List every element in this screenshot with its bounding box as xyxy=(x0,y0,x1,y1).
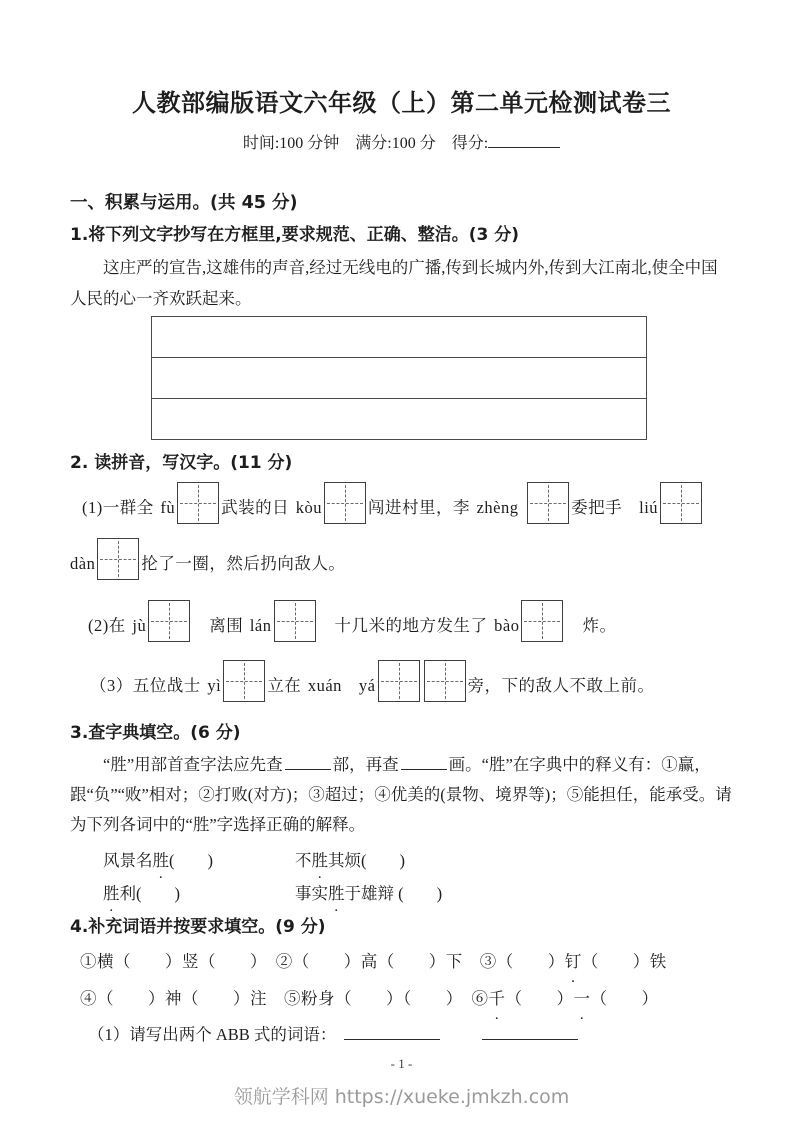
tianzige-box[interactable] xyxy=(148,600,190,642)
q3-item-row xyxy=(70,849,733,873)
q4-row-2 xyxy=(70,984,733,1014)
q3-item xyxy=(295,851,405,870)
q4-heading: 4.补充词语并按要求填空。(9 分) xyxy=(70,917,326,937)
tianzige-box[interactable] xyxy=(177,482,219,524)
q3-item-text: 事实 xyxy=(295,884,328,903)
q2-text-segment: 立在 xuán yá xyxy=(267,676,376,695)
copy-row[interactable] xyxy=(152,357,646,398)
q4-sub1-label: （1）请写出两个 ABB 式的词语： xyxy=(88,1025,337,1044)
abb-blank-1[interactable] xyxy=(344,1025,440,1040)
section-heading: 一、积累与运用。(共 45 分) xyxy=(70,193,298,213)
q2-text-segment: (2)在 jù xyxy=(88,616,147,635)
tianzige-box[interactable] xyxy=(378,660,420,702)
q3-item xyxy=(103,849,295,873)
tianzige-box[interactable] xyxy=(97,538,139,580)
q2-line-3 xyxy=(70,600,733,642)
meta-line xyxy=(70,132,733,156)
abb-blank-2[interactable] xyxy=(482,1025,578,1040)
q2-text-segment: 旁，下的敌人不敢上前。 xyxy=(467,676,655,695)
q4-text-segment: ①横（ ）竖（ ） ②（ ）高（ ）下 ③（ ） xyxy=(80,952,565,971)
q3-intro-text: “胜”用部首查字法应先查 xyxy=(103,755,283,774)
page-title: 人教部编版语文六年级（上）第二单元检测试卷三 xyxy=(132,89,671,117)
q2-text-segment: 离围 lán xyxy=(192,616,272,635)
q3-item-emph-char: 胜 xyxy=(103,884,120,903)
watermark: 领航学科网 https://xueke.jmkzh.com xyxy=(233,1086,570,1108)
q2-text-segment: （3）五位战士 yì xyxy=(90,676,222,695)
q3-item-text: 风景名 xyxy=(103,851,153,870)
q1-passage: 这庄严的宣告,这雄伟的声音,经过无线电的广播,传到长城内外,传到大江南北,使全中国人民的心一齐欢跃起来。 xyxy=(70,258,718,308)
q2-heading: 2. 读拼音，写汉字。(11 分) xyxy=(70,453,293,473)
q2-text-segment: dàn xyxy=(70,554,96,573)
q3-item xyxy=(295,884,442,903)
q3-item-text: 其烦( ) xyxy=(328,851,405,870)
q4-sub1 xyxy=(70,1022,733,1048)
blank-underline[interactable] xyxy=(401,755,447,770)
q3-item-emph-char: 胜 xyxy=(152,851,169,870)
q2-text-segment: 抡了一圈，然后扔向敌人。 xyxy=(141,554,346,573)
q4-row-1 xyxy=(70,947,733,977)
q3-item-text: 于雄辩 ( ) xyxy=(344,884,443,903)
score-blank[interactable] xyxy=(488,133,560,148)
tianzige-box[interactable] xyxy=(660,482,702,524)
q3-item-emph-char: 胜 xyxy=(311,851,328,870)
q2-text-segment: 十几米的地方发生了 bào xyxy=(317,616,520,635)
q2-text-segment: 炸。 xyxy=(565,616,617,635)
q3-heading: 3.查字典填空。(6 分) xyxy=(70,723,241,743)
q4-text-segment: ④（ ）神（ ）注 ⑤粉身（ ）（ ） ⑥ xyxy=(80,989,489,1008)
q2-line-4 xyxy=(70,660,733,702)
q2-line-1 xyxy=(70,482,733,524)
q4-text-segment: （ ）铁 xyxy=(581,952,667,971)
q3-intro xyxy=(70,750,733,840)
meta-text: 时间:100 分钟 满分:100 分 得分: xyxy=(242,135,489,152)
copy-row[interactable] xyxy=(152,317,646,357)
q3-item-row xyxy=(70,882,733,906)
q3-item-text: 利( ) xyxy=(119,884,180,903)
blank-underline[interactable] xyxy=(285,755,331,770)
copy-writing-box[interactable] xyxy=(151,316,647,440)
copy-row[interactable] xyxy=(152,398,646,439)
q3-item-text: 不 xyxy=(295,851,312,870)
q4-emph-char: 千 xyxy=(488,989,506,1008)
q4-text-segment: （ ） xyxy=(590,989,659,1008)
q3-intro-text: 画。“胜”在字典中的释义有：①赢，跟“负”“败”相对；②打败(对方)；③超过；④优美的(景物、境界等)；⑤能担任，能承受。请为下列各词中的“胜”字选择正确的解释。 xyxy=(70,755,732,834)
q3-item xyxy=(103,882,295,906)
q3-item-emph-char: 胜 xyxy=(328,884,345,903)
q4-text-segment: （ ） xyxy=(505,989,574,1008)
q2-text-segment: (1)一群全 fù xyxy=(82,498,176,517)
q3-intro-text: 部，再查 xyxy=(332,755,399,774)
page-number: - 1 - xyxy=(390,1056,413,1071)
q1-heading: 1.将下列文字抄写在方框里,要求规范、正确、整洁。(3 分) xyxy=(70,225,520,245)
q2-text-segment: 武装的日 kòu xyxy=(221,498,322,517)
q4-emph-char: 钉 xyxy=(564,952,582,971)
tianzige-box[interactable] xyxy=(424,660,466,702)
q2-line-2 xyxy=(70,538,733,580)
tianzige-box[interactable] xyxy=(324,482,366,524)
tianzige-box[interactable] xyxy=(521,600,563,642)
q2-text-segment: 委把手 liú xyxy=(571,498,659,517)
q3-item-text: ( ) xyxy=(169,851,213,870)
tianzige-box[interactable] xyxy=(223,660,265,702)
q2-text-segment: 闯进村里，李 zhèng xyxy=(367,498,526,517)
tianzige-box[interactable] xyxy=(527,482,569,524)
q4-emph-char: 一 xyxy=(573,989,591,1008)
tianzige-box[interactable] xyxy=(274,600,316,642)
